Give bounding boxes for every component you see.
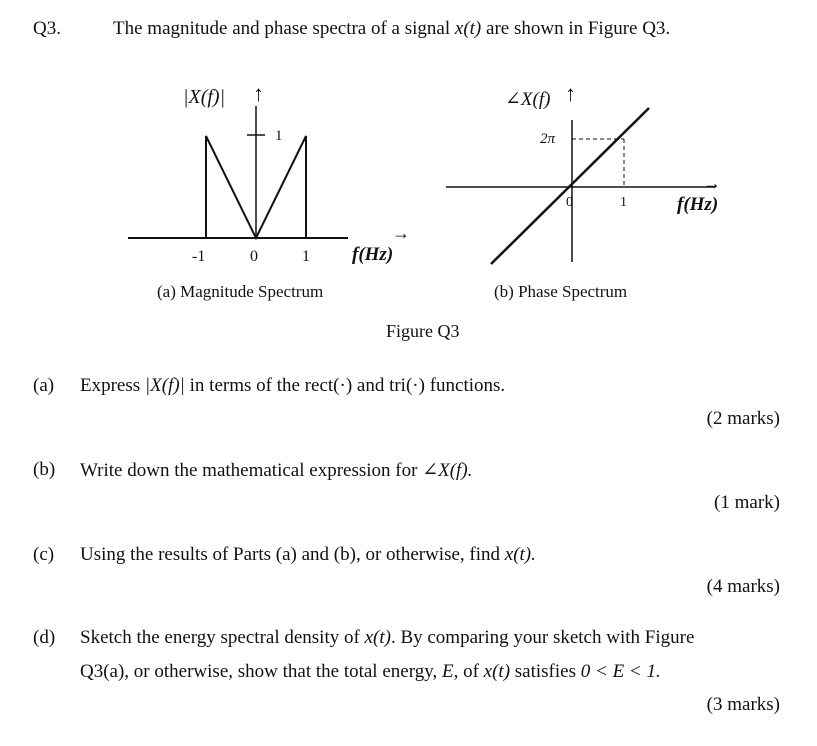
magnitude-caption: (a) Magnitude Spectrum	[157, 282, 324, 301]
part-a-text	[80, 375, 505, 397]
part-a-marks: (2 marks)	[706, 408, 780, 429]
part-d-line2-mid: , of	[453, 661, 479, 682]
magnitude-arrow-right-icon: →	[392, 223, 410, 243]
part-c-label: (c)	[33, 544, 55, 565]
part-a-text-before: Express	[80, 375, 141, 396]
part-d-line2-E: E	[441, 661, 454, 682]
part-a-expr: |X(f)|	[144, 375, 185, 396]
phase-ylabel: ∠X(f)	[505, 89, 551, 110]
part-d-line1-expr: x(t)	[364, 627, 391, 648]
part-c-marks: (4 marks)	[706, 576, 780, 597]
phase-line	[491, 108, 649, 264]
part-b-label: (b)	[33, 459, 56, 480]
part-d-line2	[80, 661, 661, 683]
part-c-text	[80, 544, 536, 566]
part-d-line2-before: Q3(a), or otherwise, show that the total energy,	[80, 661, 438, 682]
magnitude-tick-label: 1	[302, 248, 310, 265]
phase-tick-label: 0	[566, 195, 573, 210]
phase-arrow-up-icon: ↑	[565, 81, 576, 106]
part-c-text-before: Using the results of Parts (a) and (b), or otherwise, find	[80, 544, 501, 565]
part-b-text	[80, 459, 472, 482]
part-d-label: (d)	[33, 627, 56, 648]
phase-xlabel: f(Hz)	[677, 194, 719, 215]
magnitude-tick-label: 0	[250, 248, 258, 265]
part-d-line2-expr: x(t)	[483, 661, 511, 682]
part-a-label: (a)	[33, 375, 55, 396]
phase-level-label: 2π	[540, 131, 556, 147]
intro-signal: x(t)	[454, 18, 482, 39]
part-d-marks: (3 marks)	[706, 694, 780, 715]
part-d-line1-before: Sketch the energy spectral density of	[80, 627, 360, 648]
question-number: Q3.	[33, 18, 61, 39]
part-d-line2-after: satisfies	[514, 661, 576, 682]
magnitude-tick-label: -1	[192, 248, 206, 265]
part-b-expr: ∠X(f).	[422, 460, 473, 481]
magnitude-xlabel: f(Hz)	[352, 244, 394, 265]
intro-after: are shown in Figure Q3.	[486, 18, 671, 39]
part-a-text-after: in terms of the rect(·) and tri(·) functions.	[189, 375, 506, 396]
intro-before: The magnitude and phase spectra of a signal	[113, 18, 451, 39]
phase-caption: (b) Phase Spectrum	[494, 282, 628, 301]
part-b-marks: (1 mark)	[714, 492, 780, 513]
part-c-expr: x(t).	[504, 544, 536, 565]
phase-tick-label: 1	[620, 195, 627, 210]
part-d-line1-after: . By comparing your sketch with Figure	[390, 627, 695, 648]
figure-caption: Figure Q3	[386, 321, 460, 341]
part-b-text-before: Write down the mathematical expression for	[80, 460, 418, 481]
magnitude-arrow-up-icon: ↑	[253, 81, 264, 106]
magnitude-peak-label: 1	[275, 128, 283, 144]
part-d-line1	[80, 627, 694, 649]
phase-arrow-right-icon: →	[703, 173, 721, 193]
magnitude-ylabel: |X(f)|	[183, 86, 226, 108]
part-d-line2-ineq: 0 < E < 1.	[580, 661, 661, 682]
